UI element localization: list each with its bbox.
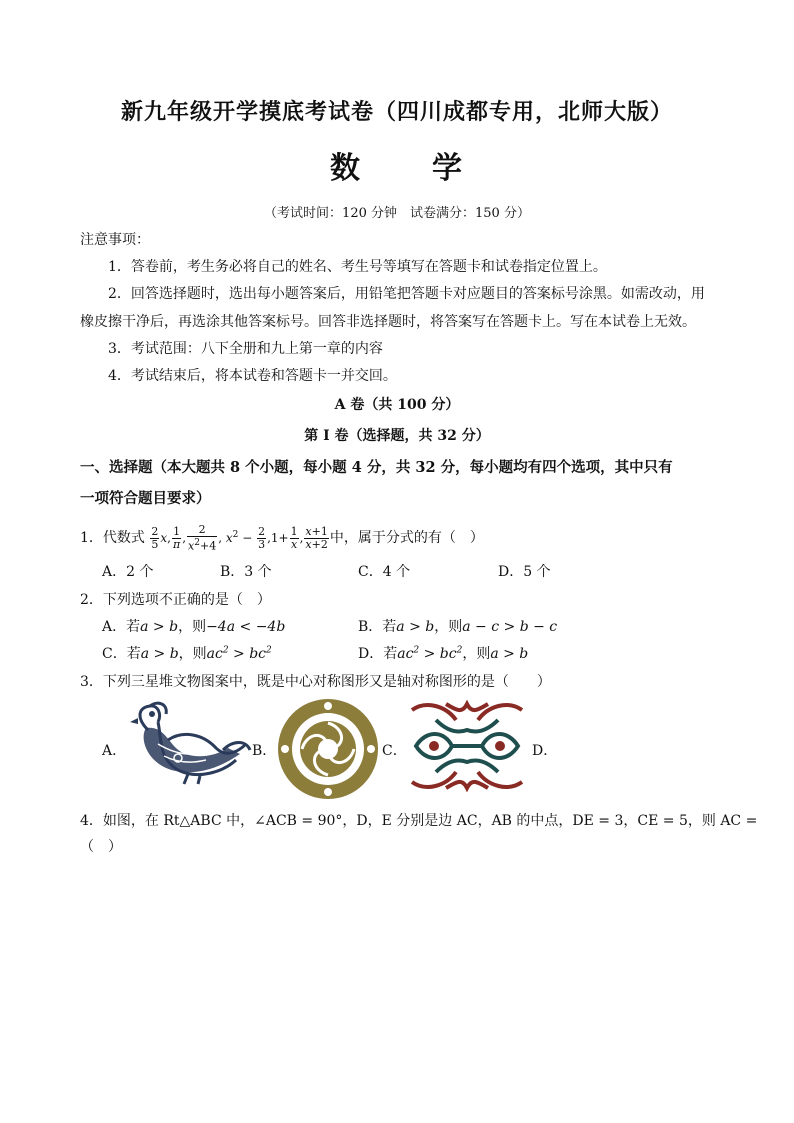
q3-label-c[interactable]: C． (382, 743, 407, 759)
q2-c-mid: ，则 (178, 646, 207, 662)
note-item-2-cont: 橡皮擦干净后，再选涂其他答案标号。回答非选择题时，将答案写在答题卡上。写在本试卷上无效。 (80, 314, 696, 330)
bird-pattern-image[interactable] (128, 700, 254, 786)
q1-option-b[interactable]: B．3 个 (220, 564, 272, 580)
volume-a-heading: A 卷（共 100 分） (334, 397, 460, 413)
part-1-heading: 第 I 卷（选择题，共 32 分） (304, 428, 490, 444)
q2-option-b[interactable] (358, 616, 557, 636)
ring-pattern-image[interactable] (276, 697, 380, 801)
ornament-pattern-image[interactable] (406, 700, 528, 792)
q4-stem-line2: （ ） (80, 839, 122, 855)
q1-option-a[interactable]: A．2 个 (102, 564, 154, 580)
q2-a-prefix: A．若 (102, 619, 141, 635)
exam-title: 新九年级开学摸底考试卷（四川成都专用，北师大版） (120, 99, 673, 125)
note-item-2: 2．回答选择题时，选出每小题答案后，用铅笔把答题卡对应题目的答案标号涂黑。如需改动，用 (108, 286, 705, 302)
q2-b-prefix: B．若 (358, 619, 397, 635)
q3-label-b[interactable]: B． (252, 743, 277, 759)
q1-prefix: 1．代数式 (80, 530, 145, 546)
notes-heading: 注意事项： (80, 232, 150, 248)
q3-stem: 3．下列三星堆文物图案中，既是中心对称图形又是轴对称图形的是（ ） (80, 674, 551, 690)
q2-c-result: $ac^2 > bc^2$ (206, 645, 272, 662)
exam-meta: （考试时间：120 分钟 试卷满分：150 分） (264, 206, 530, 221)
q2-option-a[interactable] (102, 616, 285, 636)
section-heading-line2: 一项符合题目要求） (80, 490, 211, 507)
subject-heading (0, 143, 794, 187)
note-item-4: 4．考试结束后，将本试卷和答题卡一并交回。 (108, 368, 397, 384)
q2-d-mid: ，则 (462, 646, 491, 662)
q1-suffix: 中，属于分式的有（ ） (329, 530, 484, 546)
q2-d-condition: $ac^2 > bc^2$ (397, 645, 463, 662)
q2-d-result: a > b (490, 646, 529, 662)
q2-b-condition: a > b (396, 619, 435, 635)
q2-a-condition: a > b (140, 619, 179, 635)
q4-stem-line1: 4．如图，在 Rt△ABC 中，∠ACB = 90°，D，E 分别是边 AC，AB 的中点，DE = 3，CE = 5，则 AC = (80, 813, 758, 829)
section-heading-line1: 一、选择题（本大题共 8 个小题，每小题 4 分，共 32 分，每小题均有四个选项，其中只有 (80, 459, 673, 476)
q2-d-prefix: D．若 (358, 646, 398, 662)
q2-b-mid: ，则 (434, 619, 463, 635)
q2-a-result: −4a < −4b (206, 619, 286, 635)
q2-a-mid: ，则 (178, 619, 207, 635)
q2-b-result: a − c > b − c (462, 619, 558, 635)
q1-option-d[interactable]: D．5 个 (498, 564, 551, 580)
subject-char-1: 数 (330, 151, 362, 186)
q2-c-prefix: C．若 (102, 646, 141, 662)
q2-option-d[interactable] (358, 643, 528, 663)
q3-label-d[interactable]: D． (532, 743, 558, 759)
note-item-1: 1．答卷前，考生务必将自己的姓名、考生号等填写在答题卡和试卷指定位置上。 (108, 259, 607, 275)
q3-label-a[interactable]: A． (102, 743, 127, 759)
question-1 (80, 518, 484, 552)
subject-char-2: 学 (432, 151, 464, 186)
q2-c-condition: a > b (140, 646, 179, 662)
q2-option-c[interactable] (102, 643, 272, 663)
q1-expressions: $\frac{2}{5}$ x, $\frac{1}{\pi}$ , $\frac{2}{x^2+4}$ , $x^2$ − $\frac{2}{3}$ ,1+ $\frac{1}{x}$ , $\frac{x+1}{x+2}$ (151, 523, 328, 553)
q1-option-c[interactable]: C．4 个 (358, 564, 411, 580)
q2-stem: 2．下列选项不正确的是（ ） (80, 592, 271, 608)
note-item-3: 3．考试范围：八下全册和九上第一章的内容 (108, 341, 383, 357)
